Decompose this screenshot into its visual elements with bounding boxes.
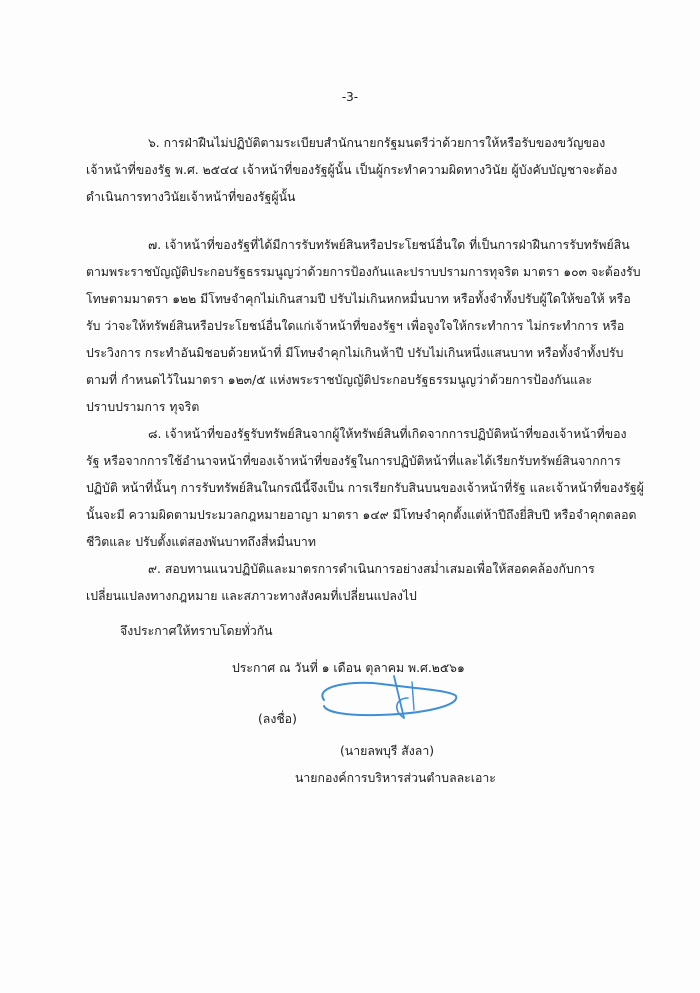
clause-7-line-4: รับ ว่าจะให้ทรัพย์สินหรือประโยชน์อื่นใดแก่เจ้าหน้าที่ของรัฐฯ เพื่อจูงใจให้กระทำการ ไม่กระทำการ หรือ	[86, 319, 625, 333]
announcement-date: ประกาศ ณ วันที่ ๑ เดือน ตุลาคม พ.ศ.๒๕๖๑	[232, 661, 465, 675]
clause-8-line-2: รัฐ หรือจากการใช้อำนาจหน้าที่ของเจ้าหน้าที่ของรัฐในการปฏิบัติหน้าที่และได้เรียกรับทรัพย์สินจากการ	[86, 454, 621, 468]
clause-7-line-1: ๗. เจ้าหน้าที่ของรัฐที่ได้มีการรับทรัพย์สินหรือประโยชน์อื่นใด ที่เป็นการฝ่าฝืนการรับทรัพย์สิน	[148, 238, 630, 252]
clause-9-line-1: ๙. สอบทานแนวปฏิบัติและมาตรการดำเนินการอย่างสม่ำเสมอเพื่อให้สอดคล้องกับการ	[148, 562, 595, 576]
handwritten-signature	[300, 668, 470, 732]
clause-7-line-3: โทษตามมาตรา ๑๒๒ มีโทษจำคุกไม่เกินสามปี ปรับไม่เกินหกหมื่นบาท หรือทั้งจำทั้งปรับผู้ใดให้ขอให้ หรือ	[86, 292, 631, 306]
clause-9-line-2: เปลี่ยนแปลงทางกฎหมาย และสภาวะทางสังคมที่เปลี่ยนแปลงไป	[86, 589, 417, 603]
clause-8-line-5: ชีวิตและ ปรับตั้งแต่สองพันบาทถึงสี่หมื่นบาท	[86, 535, 316, 549]
clause-7-line-7: ปราบปรามการ ทุจริต	[86, 400, 200, 414]
clause-6-line-2: เจ้าหน้าที่ของรัฐ พ.ศ. ๒๕๔๔ เจ้าหน้าที่ของรัฐผู้นั้น เป็นผู้กระทำความผิดทางวินัย ผู้บังคับบัญชาจะต้อง	[86, 163, 618, 177]
clause-8-line-3: ปฏิบัติ หน้าที่นั้นๆ การรับทรัพย์สินในกรณีนี้จึงเป็น การเรียกรับสินบนของเจ้าหน้าที่รัฐ และเจ้าหน้าที่ของรัฐผู้	[86, 481, 644, 495]
signer-position: นายกองค์การบริหารส่วนตำบลละเอาะ	[295, 771, 496, 785]
clause-6-line-1: ๖. การฝ่าฝืนไม่ปฏิบัติตามระเบียบสำนักนายกรัฐมนตรีว่าด้วยการให้หรือรับของขวัญของ	[148, 136, 606, 150]
clause-7-line-6: ตามที่ กำหนดไว้ในมาตรา ๑๒๓/๕ แห่งพระราชบัญญัติประกอบรัฐธรรมนูญว่าด้วยการป้องกันและ	[86, 373, 593, 387]
signer-name: (นายลพบุรี สังลา)	[340, 744, 435, 758]
clause-7-line-2: ตามพระราชบัญญัติประกอบรัฐธรรมนูญว่าด้วยการป้องกันและปราบปรามการทุจริต มาตรา ๑๐๓ จะต้องรับ	[86, 265, 641, 279]
page-number: -3-	[341, 90, 359, 104]
announcement-line: จึงประกาศให้ทราบโดยทั่วกัน	[120, 624, 273, 638]
clause-8-line-4: นั้นจะมี ความผิดตามประมวลกฎหมายอาญา มาตรา ๑๔๙ มีโทษจำคุกตั้งแต่ห้าปีถึงยี่สิบปี หรือจำคุกตลอด	[86, 508, 637, 522]
clause-6-line-3: ดำเนินการทางวินัยเจ้าหน้าที่ของรัฐผู้นั้น	[86, 190, 296, 204]
clause-8-line-1: ๘. เจ้าหน้าที่ของรัฐรับทรัพย์สินจากผู้ให้ทรัพย์สินที่เกิดจากการปฏิบัติหน้าที่ของเจ้าหน้าที่ของ	[148, 427, 627, 441]
clause-7-line-5: ประวิงการ กระทำอันมิชอบด้วยหน้าที่ มีโทษจำคุกไม่เกินห้าปี ปรับไม่เกินหนึ่งแสนบาท หรือทั้งจำทั้งปรับ	[86, 346, 624, 360]
signed-label: (ลงชื่อ)	[258, 712, 297, 726]
